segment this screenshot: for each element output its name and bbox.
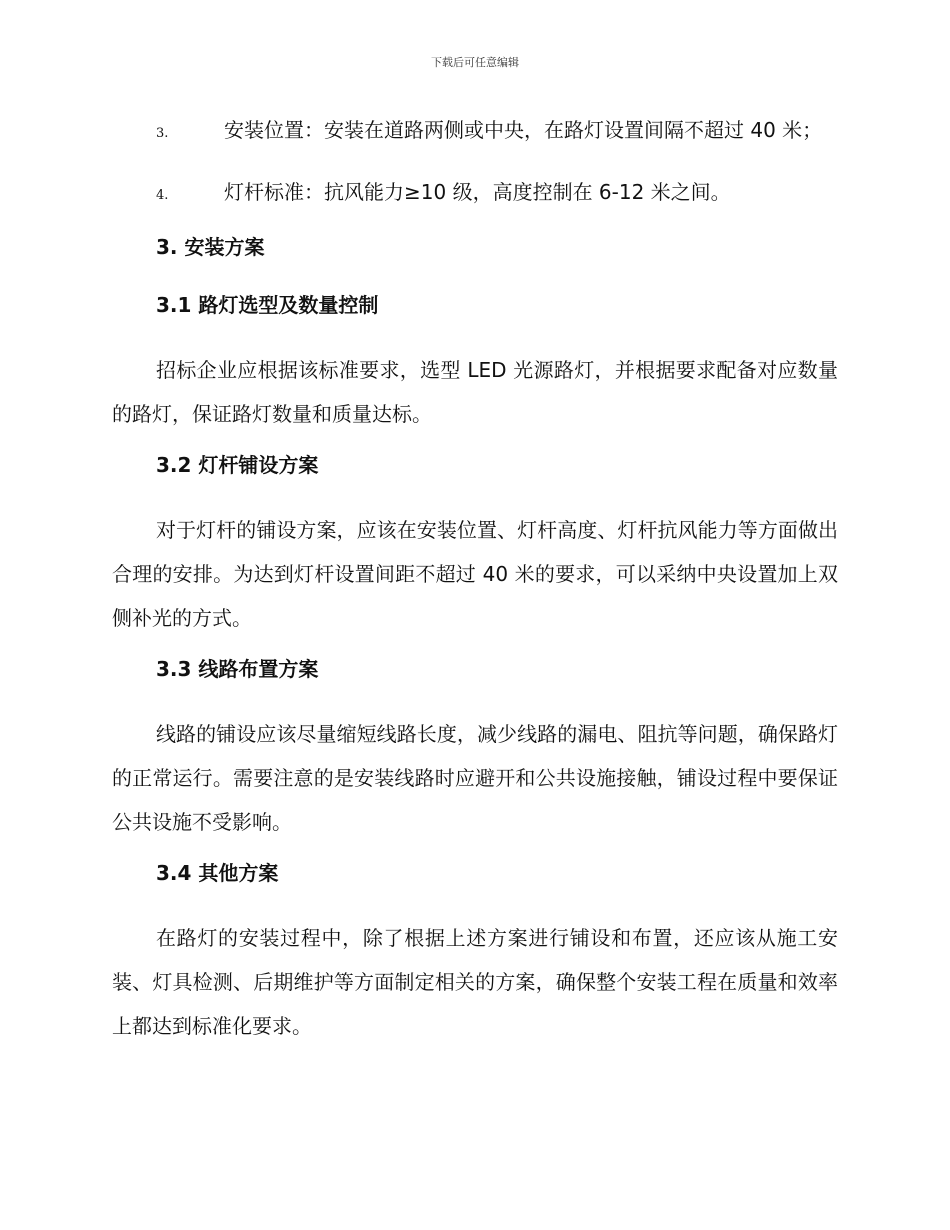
- paragraph: 对于灯杆的铺设方案，应该在安装位置、灯杆高度、灯杆抗风能力等方面做出合理的安排。为达到灯杆设置间距不超过 40 米的要求，可以采纳中央设置加上双侧补光的方式。: [112, 518, 838, 630]
- section-heading: 3. 安装方案: [156, 235, 265, 259]
- page-header: 下载后可任意编辑: [431, 56, 519, 69]
- list-item-number: 3.: [156, 126, 169, 141]
- paragraph: 线路的铺设应该尽量缩短线路长度，减少线路的漏电、阻抗等问题，确保路灯的正常运行。需要注意的是安装线路时应避开和公共设施接触，铺设过程中要保证公共设施不受影响。: [112, 722, 838, 834]
- list-item: [112, 170, 838, 218]
- list-item: [112, 108, 838, 156]
- subsection-heading: 3.3 线路布置方案: [156, 657, 319, 681]
- paragraph: 在路灯的安装过程中，除了根据上述方案进行铺设和布置，还应该从施工安装、灯具检测、后期维护等方面制定相关的方案，确保整个安装工程在质量和效率上都达到标准化要求。: [112, 926, 838, 1038]
- subsection-heading: 3.4 其他方案: [156, 861, 279, 885]
- paragraph: 招标企业应根据该标准要求，选型 LED 光源路灯，并根据要求配备对应数量的路灯，保证路灯数量和质量达标。: [112, 358, 838, 426]
- subsection-heading: 3.2 灯杆铺设方案: [156, 453, 319, 477]
- subsection-heading: 3.1 路灯选型及数量控制: [156, 293, 379, 317]
- list-item-text: 安装位置：安装在道路两侧或中央，在路灯设置间隔不超过 40 米；: [224, 118, 823, 142]
- document-body: [112, 108, 838, 1062]
- list-item-text: 灯杆标准：抗风能力≥10 级，高度控制在 6-12 米之间。: [224, 180, 731, 204]
- list-item-number: 4.: [156, 188, 169, 203]
